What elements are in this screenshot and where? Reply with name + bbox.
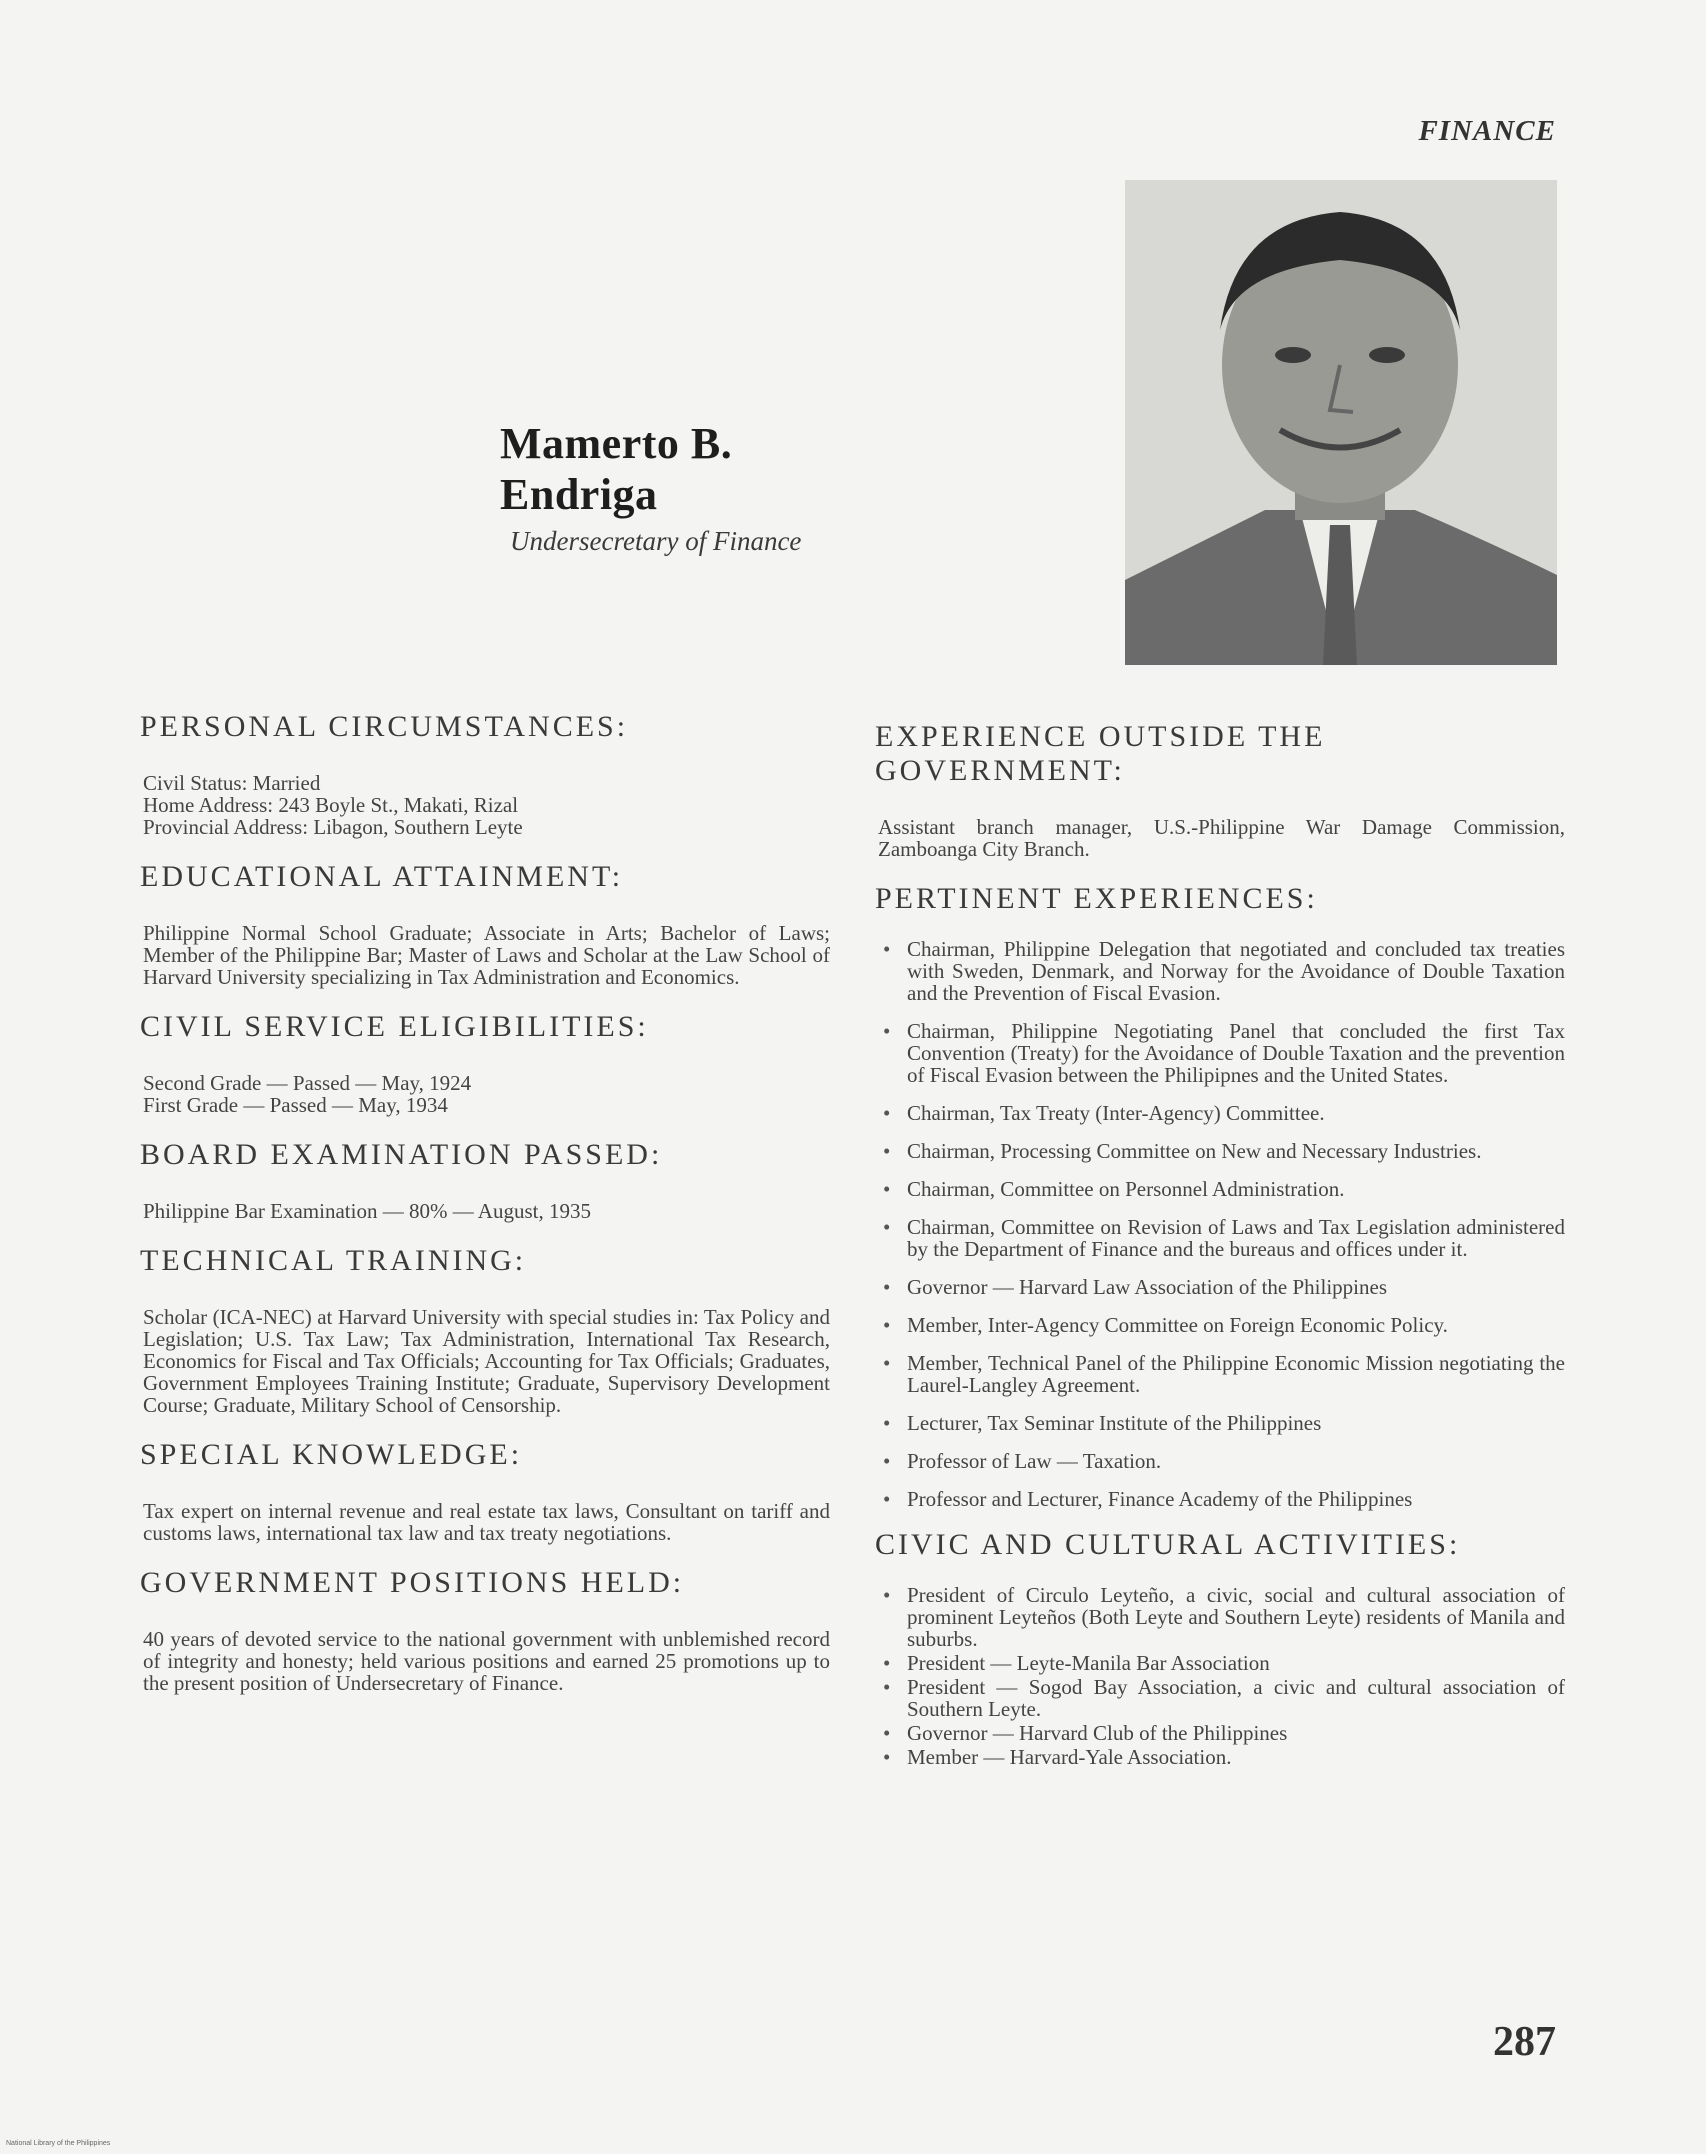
right-column [875,720,1565,1786]
list-item: • Professor of Law — Taxation. [875,1450,1565,1472]
pertinent-list [875,938,1565,1510]
outside-heading: EXPERIENCE OUTSIDE THE GOVERNMENT: [875,720,1326,787]
portrait-photo-icon [1125,180,1557,665]
personal-details [143,772,830,838]
board-heading: BOARD EXAMINATION PASSED: [140,1138,663,1171]
list-item: • President — Leyte-Manila Bar Association [875,1652,1565,1674]
technical-text: Scholar (ICA-NEC) at Harvard University with special studies in: Tax Policy and Legislation; U.S. Tax Law; Tax Administration, International Tax Research, Economics for Fiscal and Tax Officials; Accounting for Tax Officials; Graduates, Government Employees Training Institute; Graduate, Supervisory Development Course; Graduate, Military School of Censorship. [143,1305,830,1417]
special-text: Tax expert on internal revenue and real estate tax laws, Consultant on tariff and customs laws, international tax law and tax treaty negotiations. [143,1499,830,1545]
list-item: • President of Circulo Leyteño, a civic, social and cultural association of prominent Leyteños (Both Leyte and Southern Leyte) residents of Manila and suburbs. [875,1584,1565,1650]
provincial-address: Provincial Address: Libagon, Southern Leyte [143,815,523,839]
civic-heading: CIVIC AND CULTURAL ACTIVITIES: [875,1528,1461,1561]
person-title: Undersecretary of Finance [510,526,802,556]
first-grade: First Grade — Passed — May, 1934 [143,1093,448,1117]
page-number: 287 [1493,2019,1556,2065]
list-item: • President — Sogod Bay Association, a civic and cultural association of Southern Leyte. [875,1676,1565,1720]
civic-list [875,1584,1565,1768]
civil-service-heading: CIVIL SERVICE ELIGIBILITIES: [140,1010,649,1043]
positions-heading: GOVERNMENT POSITIONS HELD: [140,1566,685,1599]
education-text: Philippine Normal School Graduate; Associate in Arts; Bachelor of Laws; Member of the Philippine Bar; Master of Laws and Scholar at the Law School of Harvard University specializing in Tax Administration and Economics. [143,921,830,989]
list-item: • Chairman, Philippine Negotiating Panel that concluded the first Tax Convention (Treaty) for the Avoidance of Double Taxation and the prevention of Fiscal Evasion between the Philipipnes and the United States. [875,1020,1565,1086]
board-text: Philippine Bar Examination — 80% — August, 1935 [143,1199,591,1223]
personal-heading: PERSONAL CIRCUMSTANCES: [140,710,629,743]
list-item: • Lecturer, Tax Seminar Institute of the Philippines [875,1412,1565,1434]
second-grade: Second Grade — Passed — May, 1924 [143,1071,472,1095]
profile-header [500,418,870,557]
list-item: • Chairman, Philippine Delegation that negotiated and concluded tax treaties with Sweden, Denmark, and Norway for the Avoidance of Double Taxation and the Prevention of Fiscal Evasion. [875,938,1565,1004]
civil-service-details [143,1072,830,1116]
left-column [140,710,830,1716]
education-heading: EDUCATIONAL ATTAINMENT: [140,860,624,893]
list-item: • Member, Technical Panel of the Philippine Economic Mission negotiating the Laurel-Langley Agreement. [875,1352,1565,1396]
list-item: • Member, Inter-Agency Committee on Foreign Economic Policy. [875,1314,1565,1336]
list-item: • Chairman, Committee on Personnel Administration. [875,1178,1565,1200]
list-item: • Chairman, Committee on Revision of Laws and Tax Legislation administered by the Department of Finance and the bureaus and offices under it. [875,1216,1565,1260]
outside-text: Assistant branch manager, U.S.-Philippine War Damage Commission, Zamboanga City Branch. [878,815,1565,861]
civil-status: Civil Status: Married [143,771,321,795]
list-item: • Governor — Harvard Club of the Philippines [875,1722,1565,1744]
list-item: • Chairman, Processing Committee on New and Necessary Industries. [875,1140,1565,1162]
person-name: Mamerto B. Endriga [500,419,733,519]
list-item: • Professor and Lecturer, Finance Academy of the Philippines [875,1488,1565,1510]
home-address: Home Address: 243 Boyle St., Makati, Rizal [143,793,519,817]
footer-note: National Library of the Philippines [6,2140,111,2147]
list-item: • Chairman, Tax Treaty (Inter-Agency) Committee. [875,1102,1565,1124]
special-heading: SPECIAL KNOWLEDGE: [140,1438,523,1471]
list-item: • Governor — Harvard Law Association of the Philippines [875,1276,1565,1298]
section-label: FINANCE [1418,115,1556,147]
list-item: • Member — Harvard-Yale Association. [875,1746,1565,1768]
technical-heading: TECHNICAL TRAINING: [140,1244,527,1277]
pertinent-heading: PERTINENT EXPERIENCES: [875,882,1318,915]
positions-text: 40 years of devoted service to the national government with unblemished record of integrity and honesty; held various positions and earned 25 promotions up to the present position of Undersecretary of Finance. [143,1627,830,1695]
